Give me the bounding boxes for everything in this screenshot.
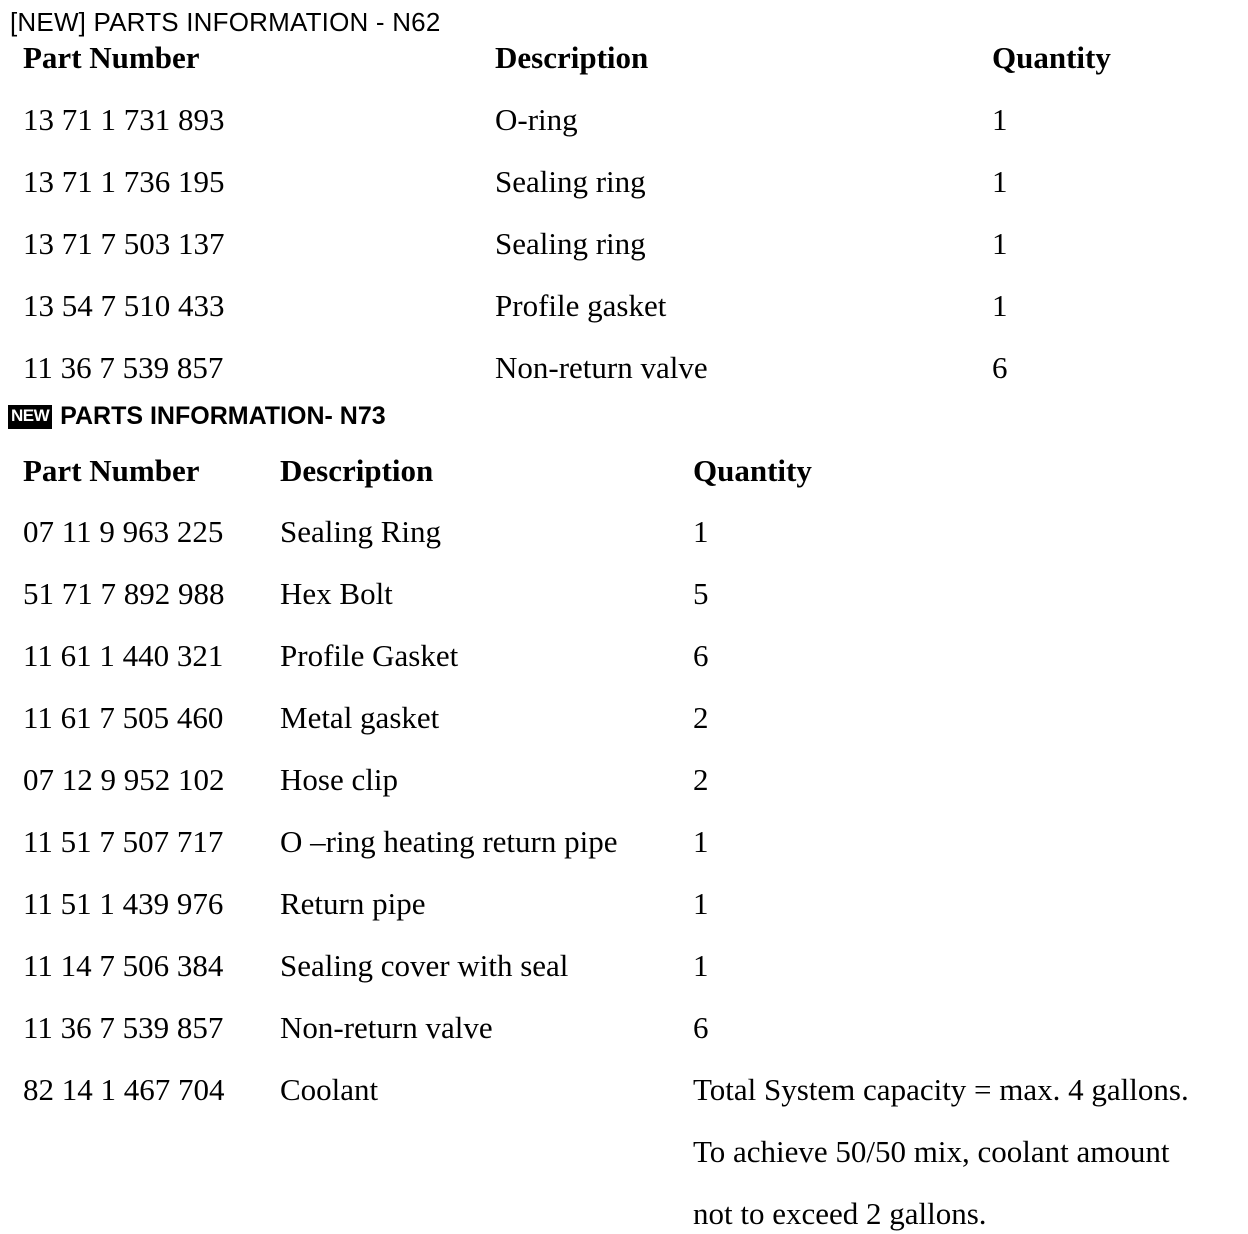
s2-row-5-part-number: 07 12 9 952 102 [23,762,225,797]
s1-row-2-part-number: 13 71 1 736 195 [23,164,225,199]
s2-row-10-quantity: Total System capacity = max. 4 gallons. [693,1072,1189,1107]
s1-row-2-description: Sealing ring [495,164,646,199]
s2-row-10-part-number: 82 14 1 467 704 [23,1072,225,1107]
s2-row-4-quantity: 2 [693,700,709,735]
s1-row-1-part-number: 13 71 1 731 893 [23,102,225,137]
s2-row-5-quantity: 2 [693,762,709,797]
s2-row-6-description: O –ring heating return pipe [280,824,618,859]
new-badge: NEW [8,405,52,429]
s1-row-5-quantity: 6 [992,350,1008,385]
s1-row-4-part-number: 13 54 7 510 433 [23,288,225,323]
s1-row-2-quantity: 1 [992,164,1008,199]
s2-row-2-description: Hex Bolt [280,576,393,611]
s2-row-10-description: Coolant [280,1072,379,1107]
s1-header-description: Description [495,40,649,75]
coolant-note-line-2: not to exceed 2 gallons. [693,1196,987,1231]
s2-row-7-quantity: 1 [693,886,709,921]
section-1-title: [NEW] PARTS INFORMATION - N62 [10,7,441,37]
section-2-title: PARTS INFORMATION- N73 [60,402,386,430]
s2-header-quantity: Quantity [693,453,812,488]
s2-row-3-part-number: 11 61 1 440 321 [23,638,224,673]
s2-row-8-description: Sealing cover with seal [280,948,569,983]
s1-row-3-description: Sealing ring [495,226,646,261]
s1-row-5-part-number: 11 36 7 539 857 [23,350,224,385]
s1-header-part-number: Part Number [23,40,200,75]
s1-header-quantity: Quantity [992,40,1111,75]
s1-row-4-quantity: 1 [992,288,1008,323]
s2-row-9-description: Non-return valve [280,1010,493,1045]
s2-row-4-part-number: 11 61 7 505 460 [23,700,224,735]
s2-header-part-number: Part Number [23,453,200,488]
s1-row-4-description: Profile gasket [495,288,667,323]
s1-row-5-description: Non-return valve [495,350,708,385]
s2-row-2-part-number: 51 71 7 892 988 [23,576,225,611]
s2-row-4-description: Metal gasket [280,700,440,735]
section-2-title-row [8,404,386,429]
s1-row-1-quantity: 1 [992,102,1008,137]
s2-row-1-description: Sealing Ring [280,514,442,549]
coolant-note-line-1: To achieve 50/50 mix, coolant amount [693,1134,1170,1169]
s2-row-7-part-number: 11 51 1 439 976 [23,886,224,921]
s2-header-description: Description [280,453,434,488]
s2-row-6-quantity: 1 [693,824,709,859]
s2-row-5-description: Hose clip [280,762,398,797]
s2-row-9-part-number: 11 36 7 539 857 [23,1010,224,1045]
s1-row-3-part-number: 13 71 7 503 137 [23,226,225,261]
s2-row-7-description: Return pipe [280,886,426,921]
s2-row-9-quantity: 6 [693,1010,709,1045]
s2-row-3-quantity: 6 [693,638,709,673]
s1-row-1-description: O-ring [495,102,578,137]
s2-row-1-part-number: 07 11 9 963 225 [23,514,224,549]
s2-row-8-quantity: 1 [693,948,709,983]
s2-row-6-part-number: 11 51 7 507 717 [23,824,224,859]
s2-row-3-description: Profile Gasket [280,638,459,673]
s2-row-8-part-number: 11 14 7 506 384 [23,948,224,983]
s2-row-1-quantity: 1 [693,514,709,549]
s2-row-2-quantity: 5 [693,576,709,611]
s1-row-3-quantity: 1 [992,226,1008,261]
